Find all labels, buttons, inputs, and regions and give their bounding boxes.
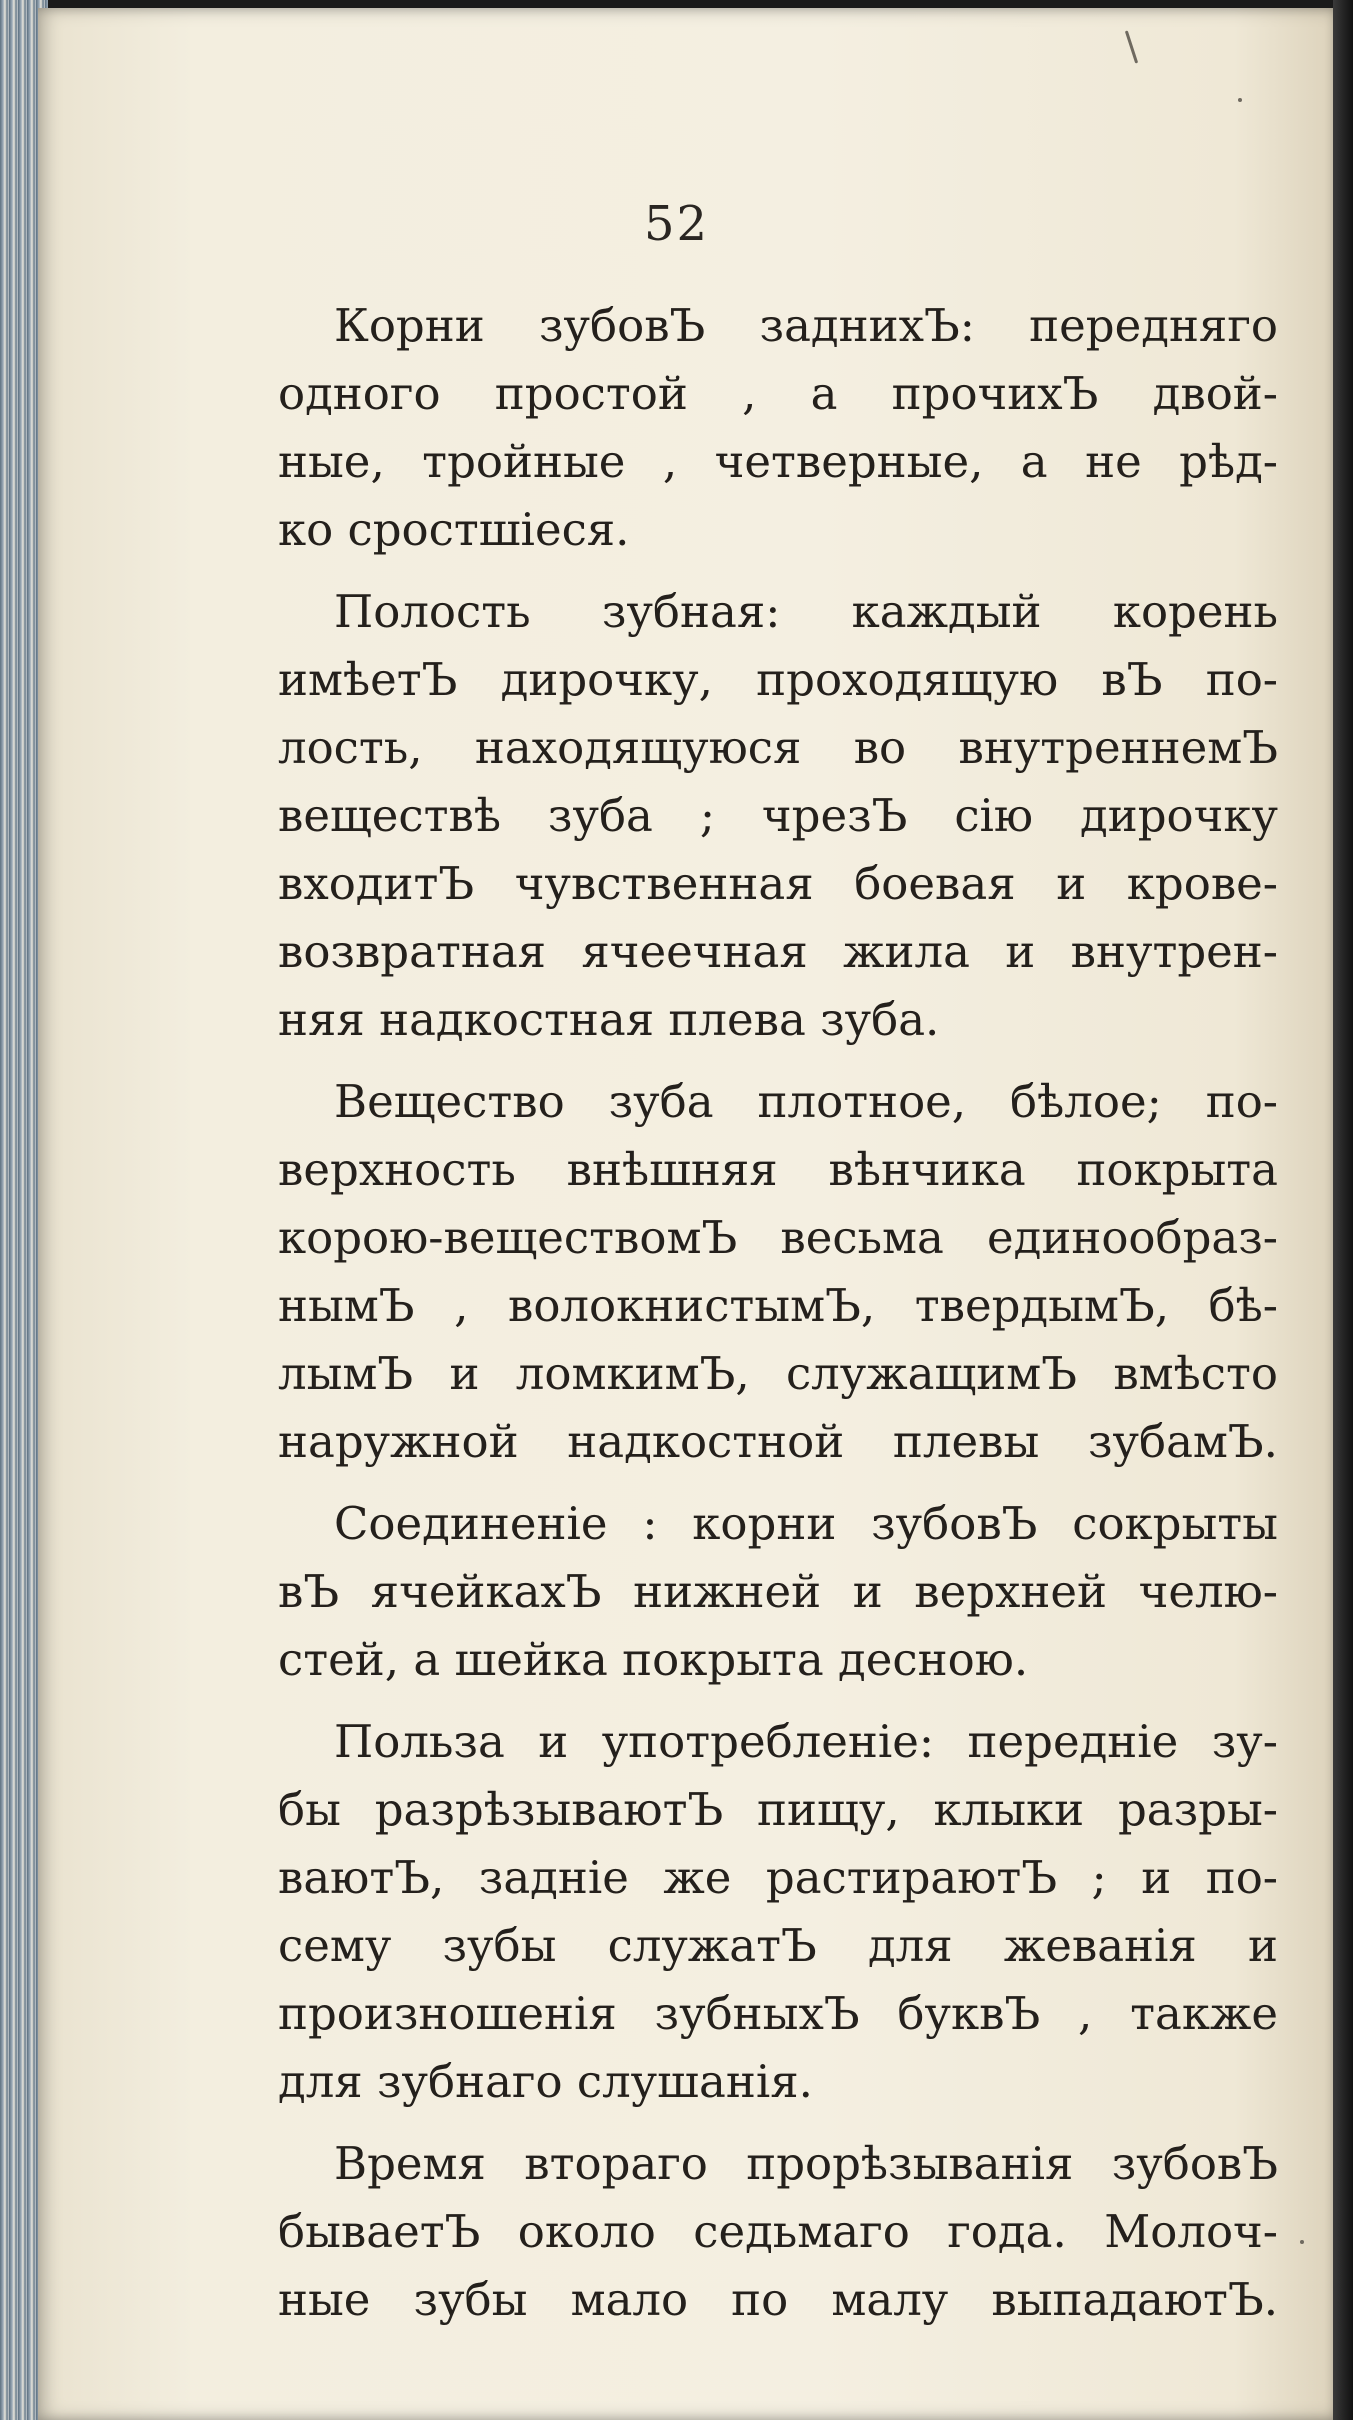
text-line: верхность внѣшняя вѣнчика покрыта <box>278 1143 1278 1196</box>
text-line: ные, тройные , четверные, а не рѣд- <box>278 435 1278 488</box>
text-line: бы разрѣзываютЪ пищу, клыки разры- <box>278 1783 1278 1836</box>
text-line: произношенія зубныхЪ буквЪ , также <box>278 1987 1278 2040</box>
paragraph-gap <box>278 1476 1278 1490</box>
paragraph-gap <box>278 1054 1278 1068</box>
text-line: ваютЪ, задніе же растираютЪ ; и по- <box>278 1851 1278 1904</box>
text-line: для зубнаго слушанія. <box>278 2055 813 2108</box>
text-line: веществѣ зуба ; чрезЪ сію дирочку <box>278 789 1278 842</box>
page-text <box>278 292 1278 2334</box>
text-line: возвратная ячеечная жила и внутрен- <box>278 925 1278 978</box>
text-line: вЪ ячейкахЪ нижней и верхней челю- <box>278 1565 1278 1618</box>
text-line: наружной надкостной плевы зубамЪ. <box>278 1415 1278 1468</box>
text-line: нымЪ , волокнистымЪ, твердымЪ, бѣ- <box>278 1279 1278 1332</box>
text-line: Вещество зуба плотное, бѣлое; по- <box>334 1075 1278 1128</box>
text-line: лымЪ и ломкимЪ, служащимЪ вмѣсто <box>278 1347 1278 1400</box>
text-line: Корни зубовЪ заднихЪ: передняго <box>334 299 1278 352</box>
page-number: 52 <box>643 196 710 252</box>
text-line: Польза и употребленіе: передніе зу- <box>334 1715 1278 1768</box>
text-line: корою-веществомЪ весьма единообраз- <box>278 1211 1278 1264</box>
text-line: входитЪ чувственная боевая и крове- <box>278 857 1278 910</box>
text-line: ные зубы мало по малу выпадаютЪ. <box>278 2273 1278 2326</box>
page-shadow <box>1333 0 1353 2420</box>
text-line: одного простой , а прочихЪ двой- <box>278 367 1278 420</box>
text-line: имѣетЪ дирочку, проходящую вЪ по- <box>278 653 1278 706</box>
text-line: Соединеніе : корни зубовЪ сокрыты <box>334 1497 1278 1550</box>
text-line: бываетЪ около седьмаго года. Молоч- <box>278 2205 1278 2258</box>
text-line: Полость зубная: каждый корень <box>334 585 1278 638</box>
paragraph-gap <box>278 2116 1278 2130</box>
ink-speck <box>1238 98 1242 102</box>
text-line: ко сростшіеся. <box>278 503 630 556</box>
paragraph-gap <box>278 1694 1278 1708</box>
paragraph-gap <box>278 564 1278 578</box>
text-line: лость, находящуюся во внутреннемЪ <box>278 721 1278 774</box>
text-line: сему зубы служатЪ для жеванія и <box>278 1919 1278 1972</box>
text-line: няя надкостная плева зуба. <box>278 993 940 1046</box>
text-line: стей, а шейка покрыта десною. <box>278 1633 1029 1686</box>
text-line: Время втораго прорѣзыванія зубовЪ <box>334 2137 1278 2190</box>
ink-speck <box>1300 2240 1304 2244</box>
